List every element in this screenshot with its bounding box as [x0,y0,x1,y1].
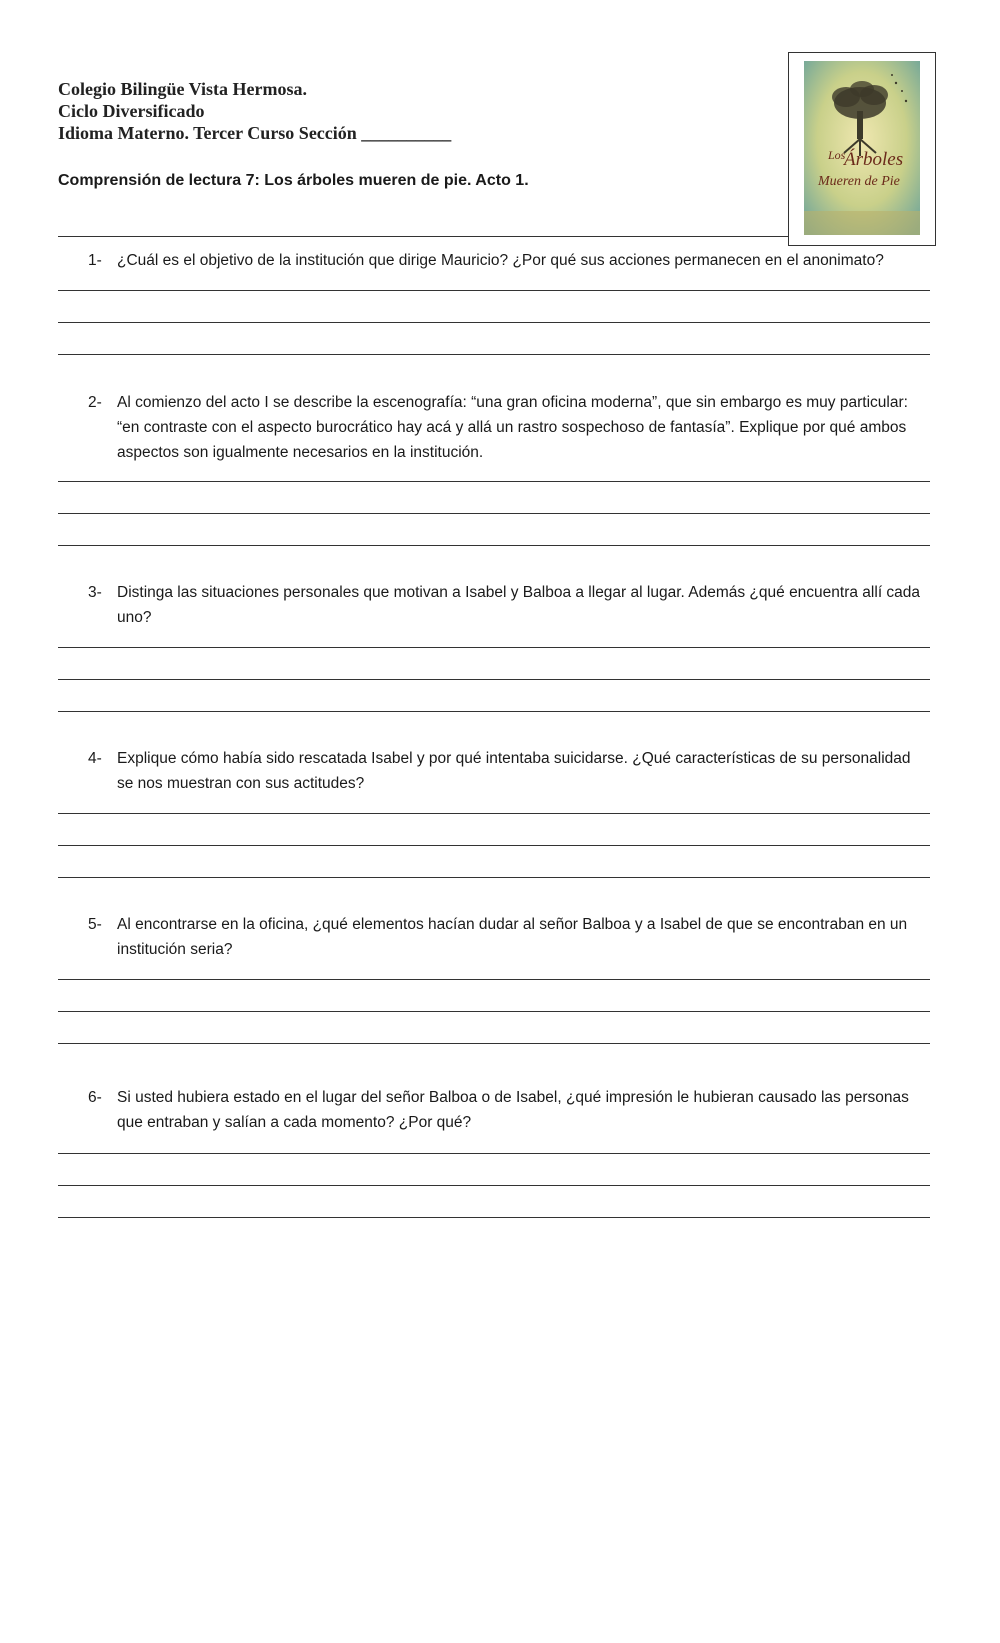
answer-line[interactable] [58,354,930,355]
school-name: Colegio Bilingüe Vista Hermosa. [58,79,307,99]
worksheet-title: Comprensión de lectura 7: Los árboles mueren de pie. Acto 1. [58,172,529,189]
answer-line[interactable] [58,481,930,482]
answer-line[interactable] [58,513,930,514]
question-number: 1- [88,252,102,269]
book-cover-illustration [804,61,920,235]
answer-line[interactable] [58,647,930,648]
question-text: ¿Cuál es el objetivo de la institución que dirige Mauricio? ¿Por qué sus acciones permanecen en el anonimato? [117,252,884,269]
answer-line[interactable] [58,1043,930,1044]
answer-line[interactable] [58,711,930,712]
question-number: 2- [88,394,102,411]
question-number: 6- [88,1089,102,1106]
answer-line[interactable] [58,679,930,680]
question-6 [88,1085,928,1135]
question-5 [88,912,928,962]
answer-line[interactable] [58,845,930,846]
question-text: Explique cómo había sido rescatada Isabel y por qué intentaba suicidarse. ¿Qué características de su personalidad se nos muestran con sus actitudes? [117,750,911,792]
question-4 [88,746,928,796]
question-text: Al encontrarse en la oficina, ¿qué elementos hacían dudar al señor Balboa y a Isabel de que se encontraban en un institución seria? [117,916,908,958]
question-2 [88,390,928,465]
answer-line[interactable] [58,290,930,291]
cover-title-line2: Árboles [844,149,904,170]
question-text: Si usted hubiera estado en el lugar del señor Balboa o de Isabel, ¿qué impresión le hubieran causado las personas que entraban y salían a cada momento? ¿Por qué? [117,1089,909,1131]
question-3 [88,580,928,630]
question-number: 3- [88,584,102,601]
answer-line[interactable] [58,979,930,980]
answer-line[interactable] [58,1185,930,1186]
answer-line[interactable] [58,1217,930,1218]
question-text: Al comienzo del acto I se describe la escenografía: “una gran oficina moderna”, que sin embargo es muy particular: “en contraste con el aspecto burocrático hay acá y allá un rastro sospechoso de fantasía”. Explique por qué ambos aspectos son igualmente necesarios en la institución. [117,394,908,461]
answer-line[interactable] [58,813,930,814]
answer-line[interactable] [58,1011,930,1012]
question-number: 4- [88,750,102,767]
answer-line[interactable] [58,877,930,878]
question-1 [88,248,928,273]
header-divider [58,236,788,237]
cover-title-line1: Los [828,148,846,162]
answer-line[interactable] [58,545,930,546]
answer-line[interactable] [58,322,930,323]
answer-line[interactable] [58,1153,930,1154]
course-section: Idioma Materno. Tercer Curso Sección __________ [58,123,452,143]
cycle-name: Ciclo Diversificado [58,101,205,121]
question-number: 5- [88,916,102,933]
school-header [58,78,451,144]
book-cover-image [788,52,936,246]
cover-title-line3: Mueren de Pie [818,174,900,189]
question-text: Distinga las situaciones personales que motivan a Isabel y Balboa a llegar al lugar. Además ¿qué encuentra allí cada uno? [117,584,921,626]
